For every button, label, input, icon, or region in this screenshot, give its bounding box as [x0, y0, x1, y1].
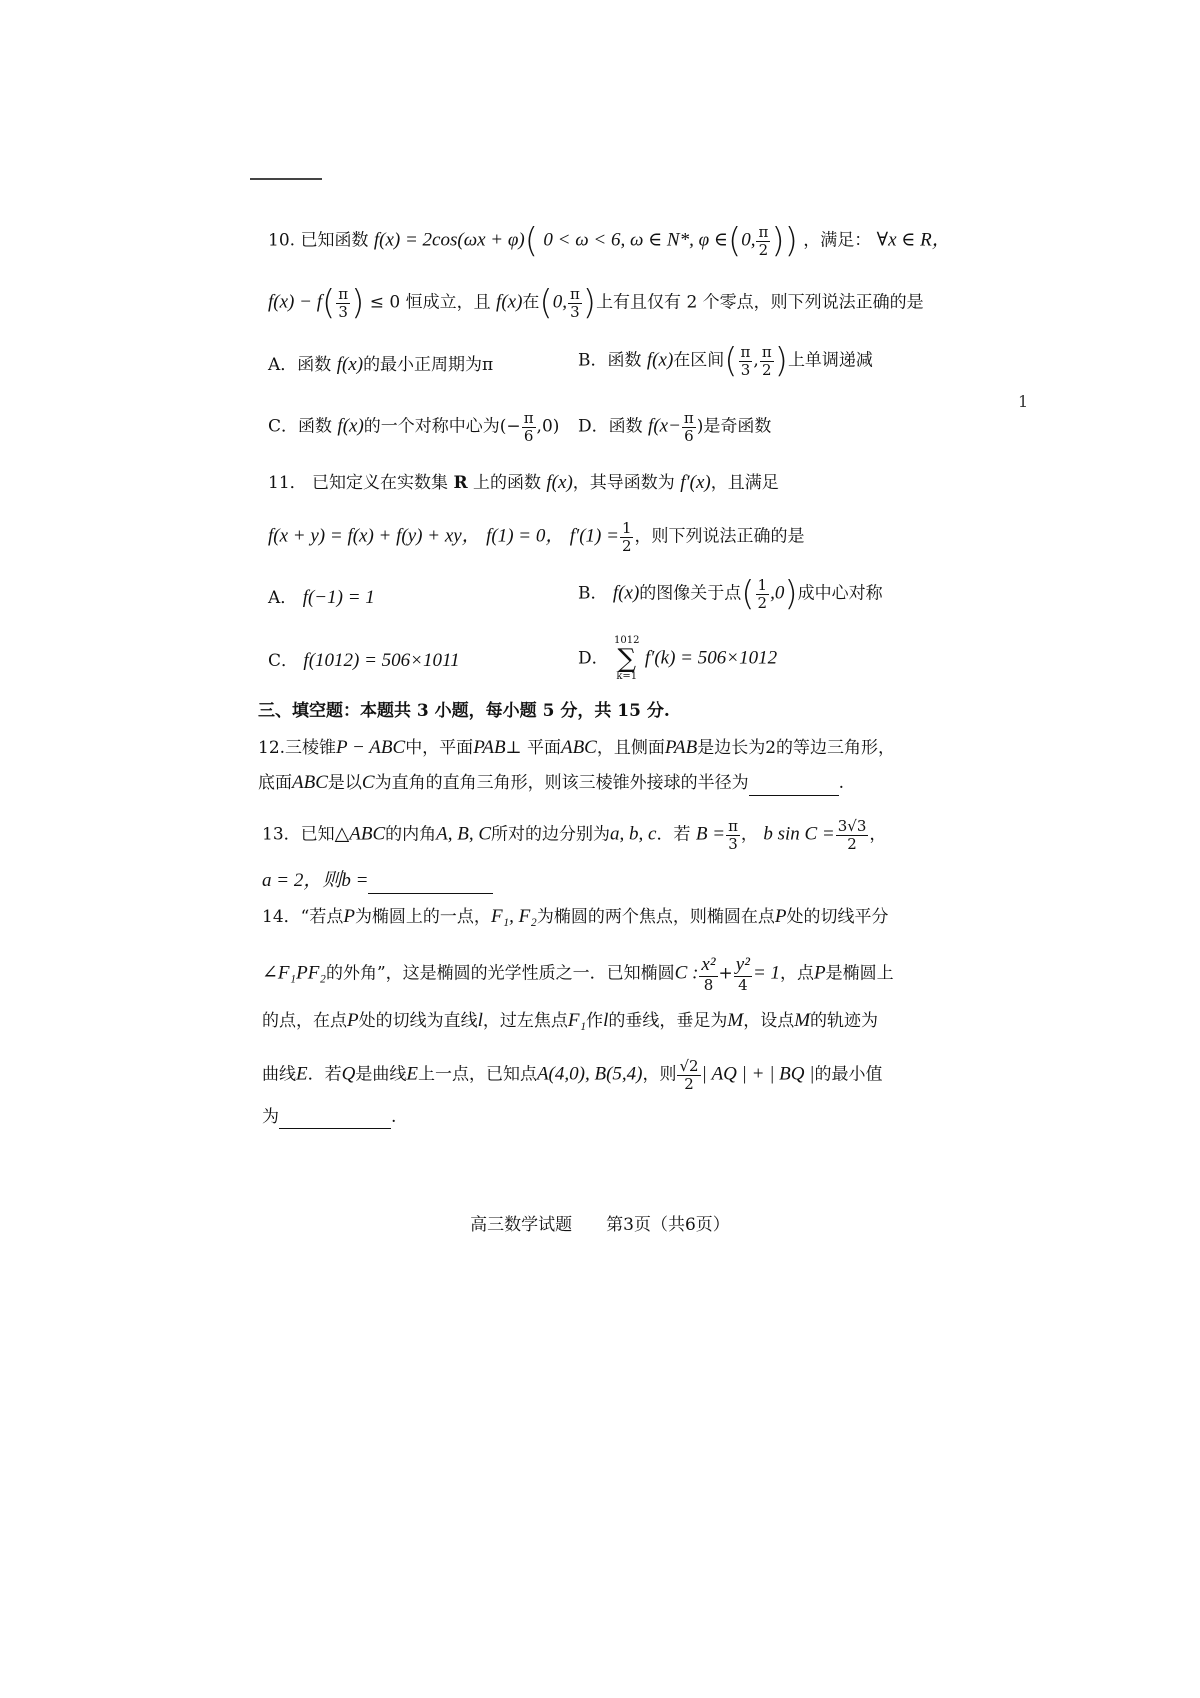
q10-forall: ∀x ∈ R， — [876, 229, 951, 251]
q10-cond: 0 < ω < 6, ω ∈ N*, φ ∈ — [543, 229, 728, 251]
q14-line1: 14．“若点P为椭圆上的一点，F₁, F₂为椭圆的两个焦点，则椭圆在点P处的切线平分 — [262, 906, 889, 927]
q11-option-b: B． f(x)的图像关于点( $\frac{1}{2}$ ,0)成中心对称 — [578, 574, 883, 614]
q14-line3: 的点，在点P处的切线为直线l，过左焦点F₁作l的垂线，垂足为M，设点M的轨迹为 — [262, 1010, 879, 1031]
q11-option-d: D． 1012 ∑ k=1 f′(k) = 506×1012 — [578, 635, 778, 682]
q14-line5: 为 . — [262, 1107, 397, 1127]
q10-option-c: C．函数 f(x)的一个对称中心为(− $\frac{\pi}{6}$ ,0) — [268, 409, 560, 445]
q13-line1: 13．已知△ABC的内角A, B, C所对的边分别为a, b, c．若 B = $\frac{\pi}{3}$ ， b sin C = $\frac{3√3}{2}$ ， — [262, 817, 887, 853]
q10-option-a: A．函数 f(x)的最小正周期为π — [268, 354, 494, 375]
q14-line4: 曲线E．若Q是曲线E上一点，已知点A(4,0), B(5,4)，则 $\frac{√2}{2}$ | AQ | + | BQ |的最小值 — [262, 1057, 883, 1093]
q10-line2: f(x) − f( $\frac{\pi}{3}$ ) ≤ 0 恒成立，且 f(x)在(0, $\frac{\pi}{3}$ )上有且仅有 2 个零点，则下列说法正确的是 — [268, 283, 924, 323]
summation-symbol: 1012 ∑ k=1 — [614, 635, 640, 682]
q10-stem: 已知函数 — [300, 230, 369, 251]
q11-option-c: C． f(1012) = 506×1011 — [268, 650, 460, 671]
q10-option-b: B．函数 f(x)在区间( $\frac{\pi}{3}$ , $\frac{\pi}{2}$ )上单调递减 — [578, 341, 873, 381]
q11-line1: 11． 已知定义在实数集 R 上的函数 f(x)，其导函数为 f′(x)，且满足 — [268, 472, 779, 493]
q12-line1: 12.三棱锥P − ABC中，平面PAB⊥ 平面ABC，且侧面PAB是边长为2的等边三角形， — [258, 737, 896, 758]
top-rule — [250, 178, 322, 180]
q13-answer-blank — [368, 875, 493, 894]
q12-answer-blank — [749, 777, 839, 796]
q14-line2: ∠F₁PF₂的外角”，这是椭圆的光学性质之一．已知椭圆C : $\frac{\text{x²}}{8}$ + $\frac{\text{y²}}{4}$ = 1，点P是椭圆上 — [262, 954, 894, 994]
q10-frac-pi-2: $\frac{\pi}{2}$ — [758, 223, 769, 259]
q12-line2: 底面ABC是以C为直角的直角三角形，则该三棱锥外接球的半径为 . — [258, 770, 844, 796]
page-footer: 高三数学试题 第3页（共6页） — [470, 1215, 730, 1235]
q13-line2: a = 2，则b = — [262, 868, 493, 894]
q10-line1: 10. 已知函数 f(x) = 2cos(ωx + φ)( 0 < ω < 6, ω ∈ N*, φ ∈(0, $\frac{\pi}{2}$ )) ，满足： ∀x ∈ R， — [268, 221, 951, 261]
side-mark: 1 — [1018, 392, 1029, 411]
q10-number: 10. — [268, 230, 296, 251]
section-3-heading: 三、填空题：本题共 3 小题，每小题 5 分，共 15 分. — [258, 701, 670, 721]
q11-option-a: A． f(−1) = 1 — [268, 587, 375, 608]
q10-option-d: D．函数 f(x− $\frac{\pi}{6}$ )是奇函数 — [578, 409, 772, 445]
q11-line2: f(x + y) = f(x) + f(y) + xy， f(1) = 0， f′(1) = $\frac{1}{2}$ ，则下列说法正确的是 — [268, 519, 805, 555]
q14-answer-blank — [279, 1110, 391, 1129]
q10-func: f(x) = 2cos(ωx + φ) — [373, 229, 525, 251]
